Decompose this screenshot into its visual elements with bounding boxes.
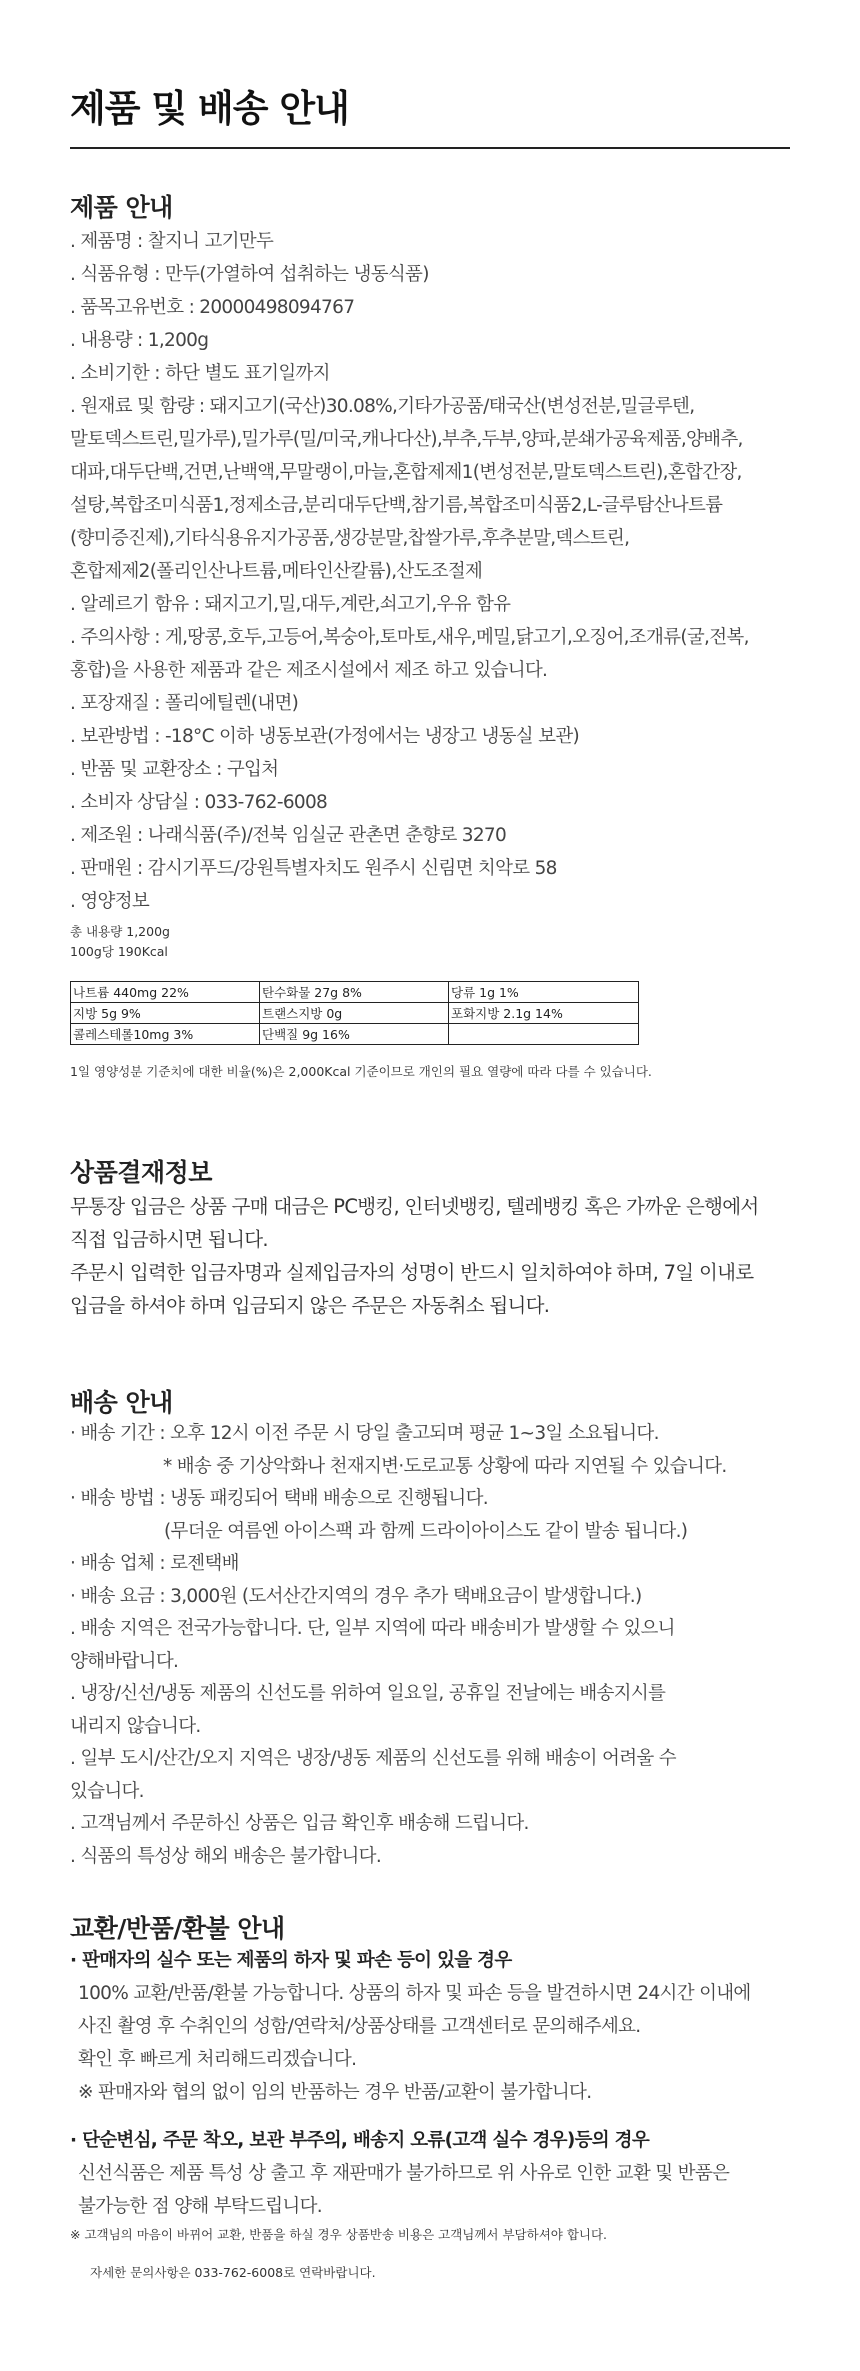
product-line: (향미증진제),기타식용유지가공품,생강분말,찹쌀가루,후추분말,덱스트린, (70, 528, 630, 549)
payment-heading: 상품결재정보 (70, 1158, 212, 1187)
nutrition-total: 총 내용량 1,200g (70, 924, 170, 939)
return-cost-note: ※ 고객님의 마음이 바뀌어 교환, 반품을 하실 경우 상품반송 비용은 고객님께서 부담하셔야 합니다. (70, 2227, 608, 2242)
exchange-line: 100% 교환/반품/환불 가능합니다. 상품의 하자 및 파손 등을 발견하시면 24시간 이내에 (78, 1983, 751, 2004)
table-cell: 단백질 9g 16% (260, 1024, 449, 1045)
exchange-heading: 교환/반품/환불 안내 (70, 1914, 285, 1943)
delivery-heading: 배송 안내 (70, 1388, 173, 1417)
table-cell: 지방 5g 9% (71, 1003, 260, 1024)
product-line: . 알레르기 함유 : 돼지고기,밀,대두,계란,쇠고기,우유 함유 (70, 594, 511, 615)
product-line: . 소비기한 : 하단 별도 표기일까지 (70, 363, 330, 384)
nutrition-summary (70, 922, 170, 962)
product-line: . 원재료 및 함량 : 돼지고기(국산)30.08%,기타가공품/태국산(변성전분,밀글루텐, (70, 396, 695, 417)
product-line: 혼합제제2(폴리인산나트륨,메타인산칼륨),산도조절제 (70, 561, 483, 582)
product-line: 홍합)을 사용한 제품과 같은 제조시설에서 제조 하고 있습니다. (70, 660, 548, 681)
product-info-list (70, 225, 800, 918)
table-cell: 당류 1g 1% (449, 982, 639, 1003)
delivery-line: · 배송 기간 : 오후 12시 이전 주문 시 당일 출고되며 평균 1~3일 소요됩니다. (70, 1423, 659, 1444)
delivery-line: . 냉장/신선/냉동 제품의 신선도를 위하여 일요일, 공휴일 전날에는 배송지시를 (70, 1683, 666, 1704)
exchange-line: 사진 촬영 후 수취인의 성함/연락처/상품상태를 고객센터로 문의해주세요. (78, 2016, 641, 2037)
delivery-line: 양해바랍니다. (70, 1650, 179, 1672)
title-divider (70, 147, 790, 149)
exchange-line: 확인 후 빠르게 처리해드리겠습니다. (78, 2049, 357, 2070)
payment-line: 주문시 입력한 입금자명과 실제입금자의 성명이 반드시 일치하여야 하며, 7일 이내로 (70, 1261, 754, 1284)
product-line: 말토덱스트린,밀가루),밀가루(밀/미국,캐나다산),부추,두부,양파,분쇄가공육제품,양배추, (70, 429, 743, 450)
exchange-info-1 (70, 1944, 800, 2109)
table-cell: 탄수화물 27g 8% (260, 982, 449, 1003)
delivery-line: · 배송 업체 : 로젠택배 (70, 1553, 239, 1574)
product-line: . 판매원 : 감시기푸드/강원특별자치도 원주시 신림면 치악로 58 (70, 858, 557, 879)
payment-line: 무통장 입금은 상품 구매 대금은 PC뱅킹, 인터넷뱅킹, 텔레뱅킹 혹은 가까운 은행에서 (70, 1195, 759, 1218)
delivery-line: . 일부 도시/산간/오지 지역은 냉장/냉동 제품의 신선도를 위해 배송이 어려울 수 (70, 1748, 676, 1769)
table-row (71, 982, 639, 1003)
delivery-info (70, 1418, 800, 1873)
product-line: . 품목고유번호 : 20000498094767 (70, 297, 355, 318)
product-line: . 내용량 : 1,200g (70, 330, 209, 351)
exchange-subheading-change-of-mind: · 단순변심, 주문 착오, 보관 부주의, 배송지 오류(고객 실수 경우)등의 경우 (70, 2130, 650, 2151)
product-heading: 제품 안내 (70, 193, 173, 222)
product-line: 설탕,복합조미식품1,정제소금,분리대두단백,참기름,복합조미식품2,L-글루탐산나트륨 (70, 495, 723, 516)
product-line: 대파,대두단백,건면,난백액,무말랭이,마늘,혼합제제1(변성전분,말토덱스트린),혼합간장, (70, 462, 742, 483)
product-line: . 포장재질 : 폴리에틸렌(내면) (70, 693, 299, 714)
page-title: 제품 및 배송 안내 (70, 87, 349, 130)
delivery-line: . 배송 지역은 전국가능합니다. 단, 일부 지역에 따라 배송비가 발생할 수 있으니 (70, 1618, 675, 1639)
table-cell: 나트륨 440mg 22% (71, 982, 260, 1003)
product-line: . 보관방법 : -18°C 이하 냉동보관(가정에서는 냉장고 냉동실 보관) (70, 726, 580, 747)
nutrition-table (70, 981, 639, 1045)
delivery-line: · 배송 요금 : 3,000원 (도서산간지역의 경우 추가 택배요금이 발생합니다.) (70, 1585, 642, 1607)
exchange-line: ※ 판매자와 협의 없이 임의 반품하는 경우 반품/교환이 불가합니다. (78, 2082, 592, 2103)
product-line: . 소비자 상담실 : 033-762-6008 (70, 792, 328, 813)
product-line: . 제품명 : 찰지니 고기만두 (70, 231, 274, 252)
nutrition-note: 1일 영양성분 기준치에 대한 비율(%)은 2,000Kcal 기준이므로 개인의 필요 열량에 따라 다를 수 있습니다. (70, 1064, 652, 1079)
delivery-line: 내리지 않습니다. (70, 1715, 201, 1737)
table-cell: 콜레스테롤10mg 3% (71, 1024, 260, 1045)
table-cell: 트랜스지방 0g (260, 1003, 449, 1024)
exchange-info-2 (70, 2124, 800, 2223)
delivery-line: · 배송 방법 : 냉동 패킹되어 택배 배송으로 진행됩니다. (70, 1488, 488, 1509)
delivery-line: * 배송 중 기상악화나 천재지변·도로교통 상황에 따라 지연될 수 있습니다. (163, 1455, 727, 1477)
nutrition-per-100g: 100g당 190Kcal (70, 944, 168, 959)
delivery-line: . 식품의 특성상 해외 배송은 불가합니다. (70, 1845, 382, 1867)
product-line: . 제조원 : 나래식품(주)/전북 임실군 관촌면 춘향로 3270 (70, 825, 507, 846)
product-line: . 주의사항 : 게,땅콩,호두,고등어,복숭아,토마토,새우,메밀,닭고기,오징어,조개류(굴,전복, (70, 627, 749, 648)
delivery-line: . 고객님께서 주문하신 상품은 입금 확인후 배송해 드립니다. (70, 1813, 529, 1834)
exchange-line: 불가능한 점 양해 부탁드립니다. (78, 2196, 322, 2217)
product-line: . 반품 및 교환장소 : 구입처 (70, 759, 279, 780)
product-line: . 영양정보 (70, 891, 150, 912)
delivery-line: (무더운 여름엔 아이스팩 과 함께 드라이아이스도 같이 발송 됩니다.) (164, 1520, 688, 1542)
table-row (71, 1024, 639, 1045)
exchange-subheading-defect: · 판매자의 실수 또는 제품의 하자 및 파손 등이 있을 경우 (70, 1950, 512, 1971)
payment-info (70, 1190, 800, 1322)
delivery-line: 있습니다. (70, 1780, 144, 1802)
table-cell: 포화지방 2.1g 14% (449, 1003, 639, 1024)
table-cell (449, 1024, 639, 1045)
table-row (71, 1003, 639, 1024)
payment-line: 직접 입금하시면 됩니다. (70, 1228, 268, 1251)
payment-line: 입금을 하셔야 하며 입금되지 않은 주문은 자동취소 됩니다. (70, 1294, 550, 1317)
contact-note: 자세한 문의사항은 033-762-6008로 연락바랍니다. (90, 2265, 376, 2280)
product-line: . 식품유형 : 만두(가열하여 섭취하는 냉동식품) (70, 264, 429, 285)
exchange-line: 신선식품은 제품 특성 상 출고 후 재판매가 불가하므로 위 사유로 인한 교환 및 반품은 (78, 2163, 730, 2184)
